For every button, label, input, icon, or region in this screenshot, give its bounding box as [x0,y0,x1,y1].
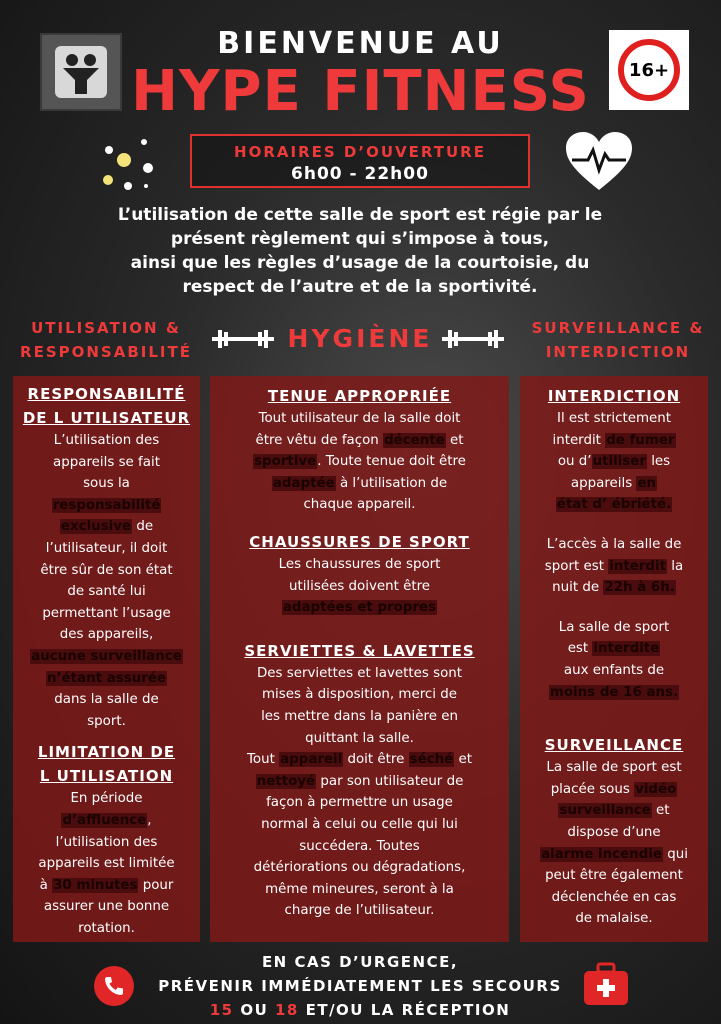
text-line: En période [70,791,143,807]
opening-hours-box [190,134,530,188]
dumbbell-icon [442,328,504,350]
heading-line: SURVEILLANCE & [531,319,705,337]
text-line: normal à celui ou celle qui lui [261,816,458,832]
text-line: interdit de fumer [552,432,675,448]
text-line: être sûr de son état [40,562,173,578]
intro-text [80,203,640,299]
welcome-title: BIENVENUE AU [217,26,504,61]
text-line: mises à disposition, merci de [262,687,457,703]
text-line: rotation. [78,920,135,936]
emergency-line: EN CAS D’URGENCE, [261,953,459,971]
text-line: adaptée à l’utilisation de [272,475,448,491]
section-title-responsabilite: RESPONSABILITÉ DE L UTILISATEUR [22,385,191,427]
emergency-text [140,950,580,1022]
text-line: dispose d’une [567,824,661,840]
text-line: quittant la salle. [305,730,414,746]
text-line: à 30 minutes pour [39,877,174,893]
intro-line: ainsi que les règles d’usage de la courtoisie, du [130,253,590,273]
text-line: des appareils, [59,627,154,643]
text-line: Tout utilisateur de la salle doit [258,411,461,426]
intro-line: présent règlement qui s’impose à tous, [170,229,550,249]
section-title-serviettes: SERVIETTES & LAVETTES [244,641,475,660]
section-title-chaussures: CHAUSSURES DE SPORT [249,532,470,551]
text-line: dans la salle de [54,692,159,708]
intro-line: L’utilisation de cette salle de sport est régie par le [117,205,603,225]
text-line: succédera. Toutes [299,838,420,854]
emergency-line: PRÉVENIR IMMÉDIATEMENT LES SECOURS [158,977,562,995]
first-aid-kit-icon [582,962,630,1008]
phone-icon [94,966,134,1006]
emergency-numbers: 15 OU 18 ET/OU LA RÉCEPTION [209,1001,511,1019]
text-line: appareils se fait [53,454,160,470]
text-line: utilisées doivent être [288,578,431,594]
text-line: permettant l’usage [42,605,171,621]
text-line: ou d’utiliser les [557,454,671,470]
heartbeat-icon [564,130,634,192]
text-line: appareils est limitée [38,856,175,872]
heading-line: UTILISATION & [31,319,181,337]
heading-line: INTERDICTION [545,343,691,361]
text-line: nuit de 22h à 6h. [552,580,675,596]
panel-hygiene [210,376,509,942]
text-line: adaptées et propres [282,600,437,616]
text-line: n’étant assurée [46,670,166,686]
text-line: La salle de sport est [546,760,682,776]
text-line: façon à permettre un usage [266,795,453,811]
text-line: de malaise. [575,911,653,927]
text-line: Il est strictement [557,411,671,426]
column-heading-right [520,316,716,364]
text-line: même mineures, seront à la [265,881,454,897]
column-heading-hygiene: HYGIÈNE [287,324,433,353]
text-line: charge de l’utilisateur. [284,903,435,919]
text-line: sous la [83,476,130,492]
text-line: aucune surveillance [31,648,182,664]
text-line: Les chaussures de sport [278,556,441,572]
text-line: est interdite [567,641,660,657]
intro-line: respect de l’autre et de la sportivité. [182,277,538,297]
opening-hours-value: 6h00 - 22h00 [291,164,429,184]
gym-name-title: HYPE FITNESS [131,59,590,124]
text-line: surveillance et [559,803,670,819]
age-badge-text: 16+ [618,39,680,101]
text-line: appareils en [570,475,657,491]
text-line: aux enfants de [563,662,665,678]
text-line: sportive. Toute tenue doit être [254,454,466,470]
text-line: chaque appareil. [303,497,416,513]
text-line: placée sous vidéo [550,781,677,797]
text-line: Tout appareil doit être séché et [247,752,472,768]
text-line: l’utilisateur, il doit [45,540,168,556]
text-line: de santé lui [67,584,146,600]
dumbbell-icon [212,328,274,350]
heading-line: RESPONSABILITÉ [20,343,192,361]
text-line: La salle de sport [558,619,670,635]
text-line: les mettre dans la panière en [261,708,458,724]
text-line: moins de 16 ans. [549,684,679,700]
column-heading-left [8,316,204,364]
sparkle-icon [100,132,164,194]
text-line: détériorations ou dégradations, [253,860,466,876]
section-title-surveillance: SURVEILLANCE [544,736,684,755]
text-line: assurer une bonne [43,899,170,915]
text-line: nettoyé par son utilisateur de [256,773,464,789]
text-line: déclenchée en cas [551,889,677,905]
text-line: être vêtu de façon décente et [255,432,464,448]
text-line: L’utilisation des [53,433,160,448]
text-line: l’utilisation des [55,834,158,850]
text-line: sport est interdit la [544,558,684,574]
text-line: d’affluence, [62,812,152,828]
panel-surveillance [520,376,708,942]
section-title-limitation: LIMITATION DE L UTILISATION [37,743,176,786]
text-line: L’accès à la salle de [546,536,682,552]
text-line: peut être également [545,868,683,884]
section-title-interdiction: INTERDICTION [547,387,681,405]
text-line: responsabilité [52,497,161,513]
panel-utilisation [13,376,200,942]
opening-hours-label: HORAIRES D’OUVERTURE [234,143,486,161]
text-line: Des serviettes et lavettes sont [256,665,463,681]
text-line: alarme incendie qui [541,846,688,862]
text-line: exclusive de [60,519,154,535]
section-title-tenue: TENUE APPROPRIÉE [267,387,452,405]
text-line: sport. [87,713,126,729]
text-line: état d’ ébriété. [556,497,672,513]
